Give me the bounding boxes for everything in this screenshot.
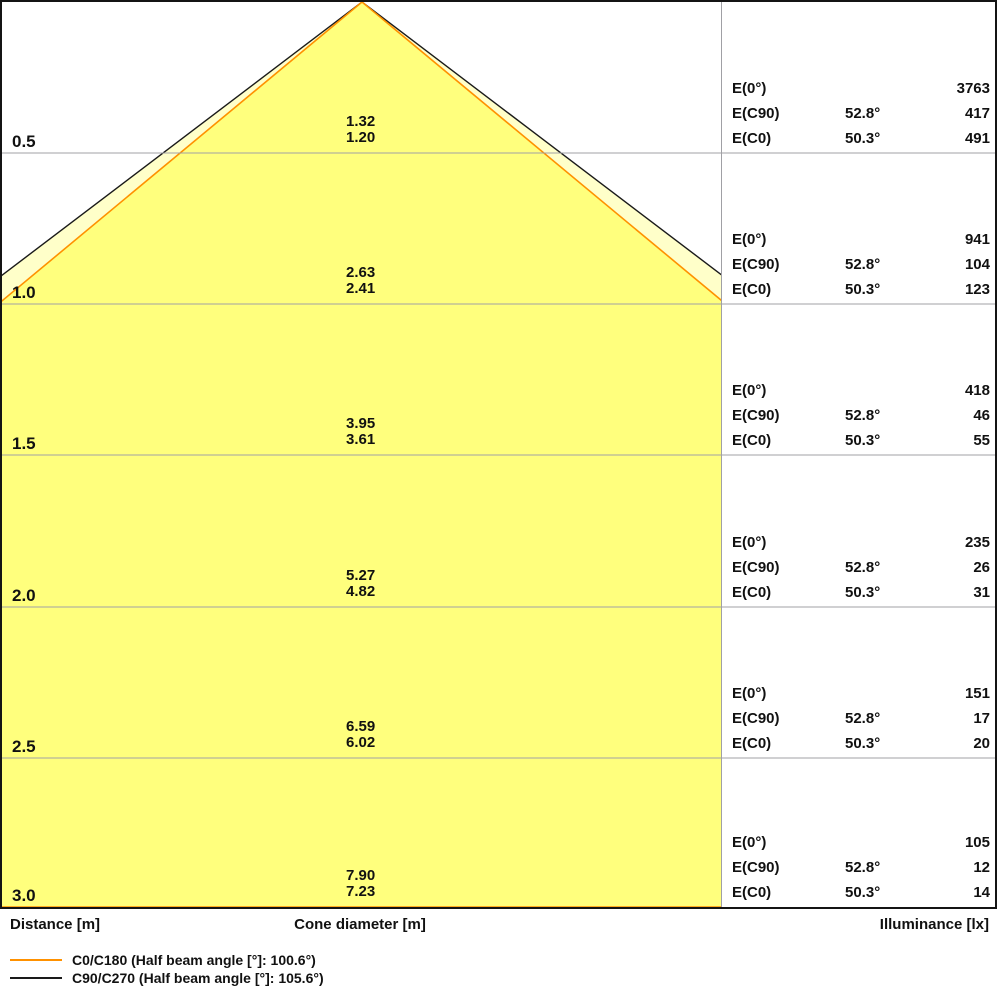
e-label: E(0°) <box>732 382 767 399</box>
illuminance-line-ec0 <box>722 126 995 151</box>
half-beam-angle-value: 50.3° <box>845 432 881 449</box>
illuminance-line-e0 <box>722 681 995 706</box>
cone-diameter-c90: 3.95 <box>346 415 376 432</box>
c0-line-swatch <box>10 959 62 961</box>
e-label: E(C0) <box>732 130 772 147</box>
illuminance-line-ec0 <box>722 428 995 453</box>
illuminance-line-e0 <box>722 227 995 252</box>
distance-label: 1.0 <box>12 283 36 302</box>
e-label: E(C90) <box>732 407 780 424</box>
e-label: E(0°) <box>732 231 767 248</box>
illuminance-value: 941 <box>964 231 990 248</box>
illuminance-value: 123 <box>964 281 990 298</box>
cone-diameter-values <box>346 265 375 297</box>
cone-diameter-values <box>346 416 375 448</box>
illuminance-value: 31 <box>973 584 990 601</box>
illuminance-value: 46 <box>973 407 990 424</box>
cone-diameter-c0: 2.41 <box>346 280 376 297</box>
illuminance-line-ec90 <box>722 252 995 277</box>
cone-diameter-c90: 2.63 <box>346 264 376 281</box>
legend-label-c90: C90/C270 (Half beam angle [°]: 105.6°) <box>72 970 324 986</box>
illuminance-line-e0 <box>722 830 995 855</box>
illuminance-value: 491 <box>964 130 990 147</box>
half-beam-angle-value: 52.8° <box>845 859 881 876</box>
e-label: E(0°) <box>732 685 767 702</box>
cone-diameter-c0: 6.02 <box>346 734 376 751</box>
illuminance-line-ec90 <box>722 101 995 126</box>
cone-diameter-values <box>346 868 375 900</box>
illuminance-line-e0 <box>722 378 995 403</box>
illuminance-line-ec0 <box>722 731 995 756</box>
illuminance-line-ec0 <box>722 580 995 605</box>
e-label: E(C90) <box>732 559 780 576</box>
cone-diameter-c90: 6.59 <box>346 718 376 735</box>
illuminance-line-e0 <box>722 76 995 101</box>
half-beam-angle-value: 52.8° <box>845 105 881 122</box>
e-label: E(C90) <box>732 105 780 122</box>
illuminance-value: 55 <box>973 432 990 449</box>
illuminance-line-ec0 <box>722 880 995 905</box>
illuminance-value: 17 <box>973 710 990 727</box>
legend-item-c90 <box>0 969 500 987</box>
illuminance-value: 235 <box>964 534 990 551</box>
illuminance-row <box>722 378 995 453</box>
illuminance-axis-label: Illuminance [lx] <box>879 916 989 933</box>
distance-label: 3.0 <box>12 886 36 905</box>
illuminance-value: 104 <box>964 256 990 273</box>
e-label: E(0°) <box>732 534 767 551</box>
cone-diameter-c90: 7.90 <box>346 867 376 884</box>
cone-diameter-values <box>346 114 375 146</box>
e-label: E(C90) <box>732 710 780 727</box>
distance-label: 0.5 <box>12 132 36 151</box>
illuminance-value: 20 <box>973 735 990 752</box>
illuminance-line-ec90 <box>722 855 995 880</box>
cone-diameter-c0: 4.82 <box>346 583 376 600</box>
legend-label-c0: C0/C180 (Half beam angle [°]: 100.6°) <box>72 952 316 968</box>
illuminance-value: 417 <box>964 105 990 122</box>
cone-diameter-c90: 1.32 <box>346 113 376 130</box>
illuminance-line-ec90 <box>722 555 995 580</box>
cone-diameter-c0: 1.20 <box>346 129 376 146</box>
illuminance-value: 105 <box>964 834 990 851</box>
illuminance-value: 12 <box>973 859 990 876</box>
illuminance-value: 26 <box>973 559 990 576</box>
illuminance-line-ec90 <box>722 403 995 428</box>
distance-label: 1.5 <box>12 434 36 453</box>
cone-diameter-values <box>346 719 375 751</box>
c90-line-swatch <box>10 977 62 979</box>
half-beam-angle-value: 50.3° <box>845 584 881 601</box>
e-label: E(0°) <box>732 80 767 97</box>
e-label: E(C0) <box>732 432 772 449</box>
cone-diameter-values <box>346 568 375 600</box>
illuminance-line-e0 <box>722 530 995 555</box>
cone-diameter-c0: 3.61 <box>346 431 376 448</box>
half-beam-angle-value: 50.3° <box>845 735 881 752</box>
e-label: E(C90) <box>732 859 780 876</box>
half-beam-angle-value: 52.8° <box>845 407 881 424</box>
half-beam-angle-value: 52.8° <box>845 559 881 576</box>
e-label: E(C0) <box>732 735 772 752</box>
illuminance-line-ec0 <box>722 277 995 302</box>
illuminance-row <box>722 681 995 756</box>
distance-label: 2.0 <box>12 586 36 605</box>
illuminance-value: 151 <box>964 685 990 702</box>
illuminance-row <box>722 530 995 605</box>
illuminance-row <box>722 227 995 302</box>
half-beam-angle-value: 50.3° <box>845 130 881 147</box>
half-beam-angle-value: 50.3° <box>845 884 881 901</box>
e-label: E(C0) <box>732 584 772 601</box>
illuminance-value: 14 <box>973 884 990 901</box>
illuminance-row <box>722 830 995 905</box>
cone-diameter-c90: 5.27 <box>346 567 376 584</box>
e-label: E(0°) <box>732 834 767 851</box>
e-label: E(C0) <box>732 281 772 298</box>
half-beam-angle-value: 50.3° <box>845 281 881 298</box>
distance-axis-label: Distance [m] <box>10 916 101 933</box>
distance-label: 2.5 <box>12 737 36 756</box>
half-beam-angle-value: 52.8° <box>845 256 881 273</box>
e-label: E(C90) <box>732 256 780 273</box>
illuminance-value: 3763 <box>956 80 990 97</box>
half-beam-angle-value: 52.8° <box>845 710 881 727</box>
illuminance-value: 418 <box>964 382 990 399</box>
cone-diameter-axis-label: Cone diameter [m] <box>294 916 426 933</box>
illuminance-line-ec90 <box>722 706 995 731</box>
e-label: E(C0) <box>732 884 772 901</box>
legend-item-c0 <box>0 951 500 969</box>
cone-diameter-c0: 7.23 <box>346 883 376 900</box>
illuminance-row <box>722 76 995 151</box>
